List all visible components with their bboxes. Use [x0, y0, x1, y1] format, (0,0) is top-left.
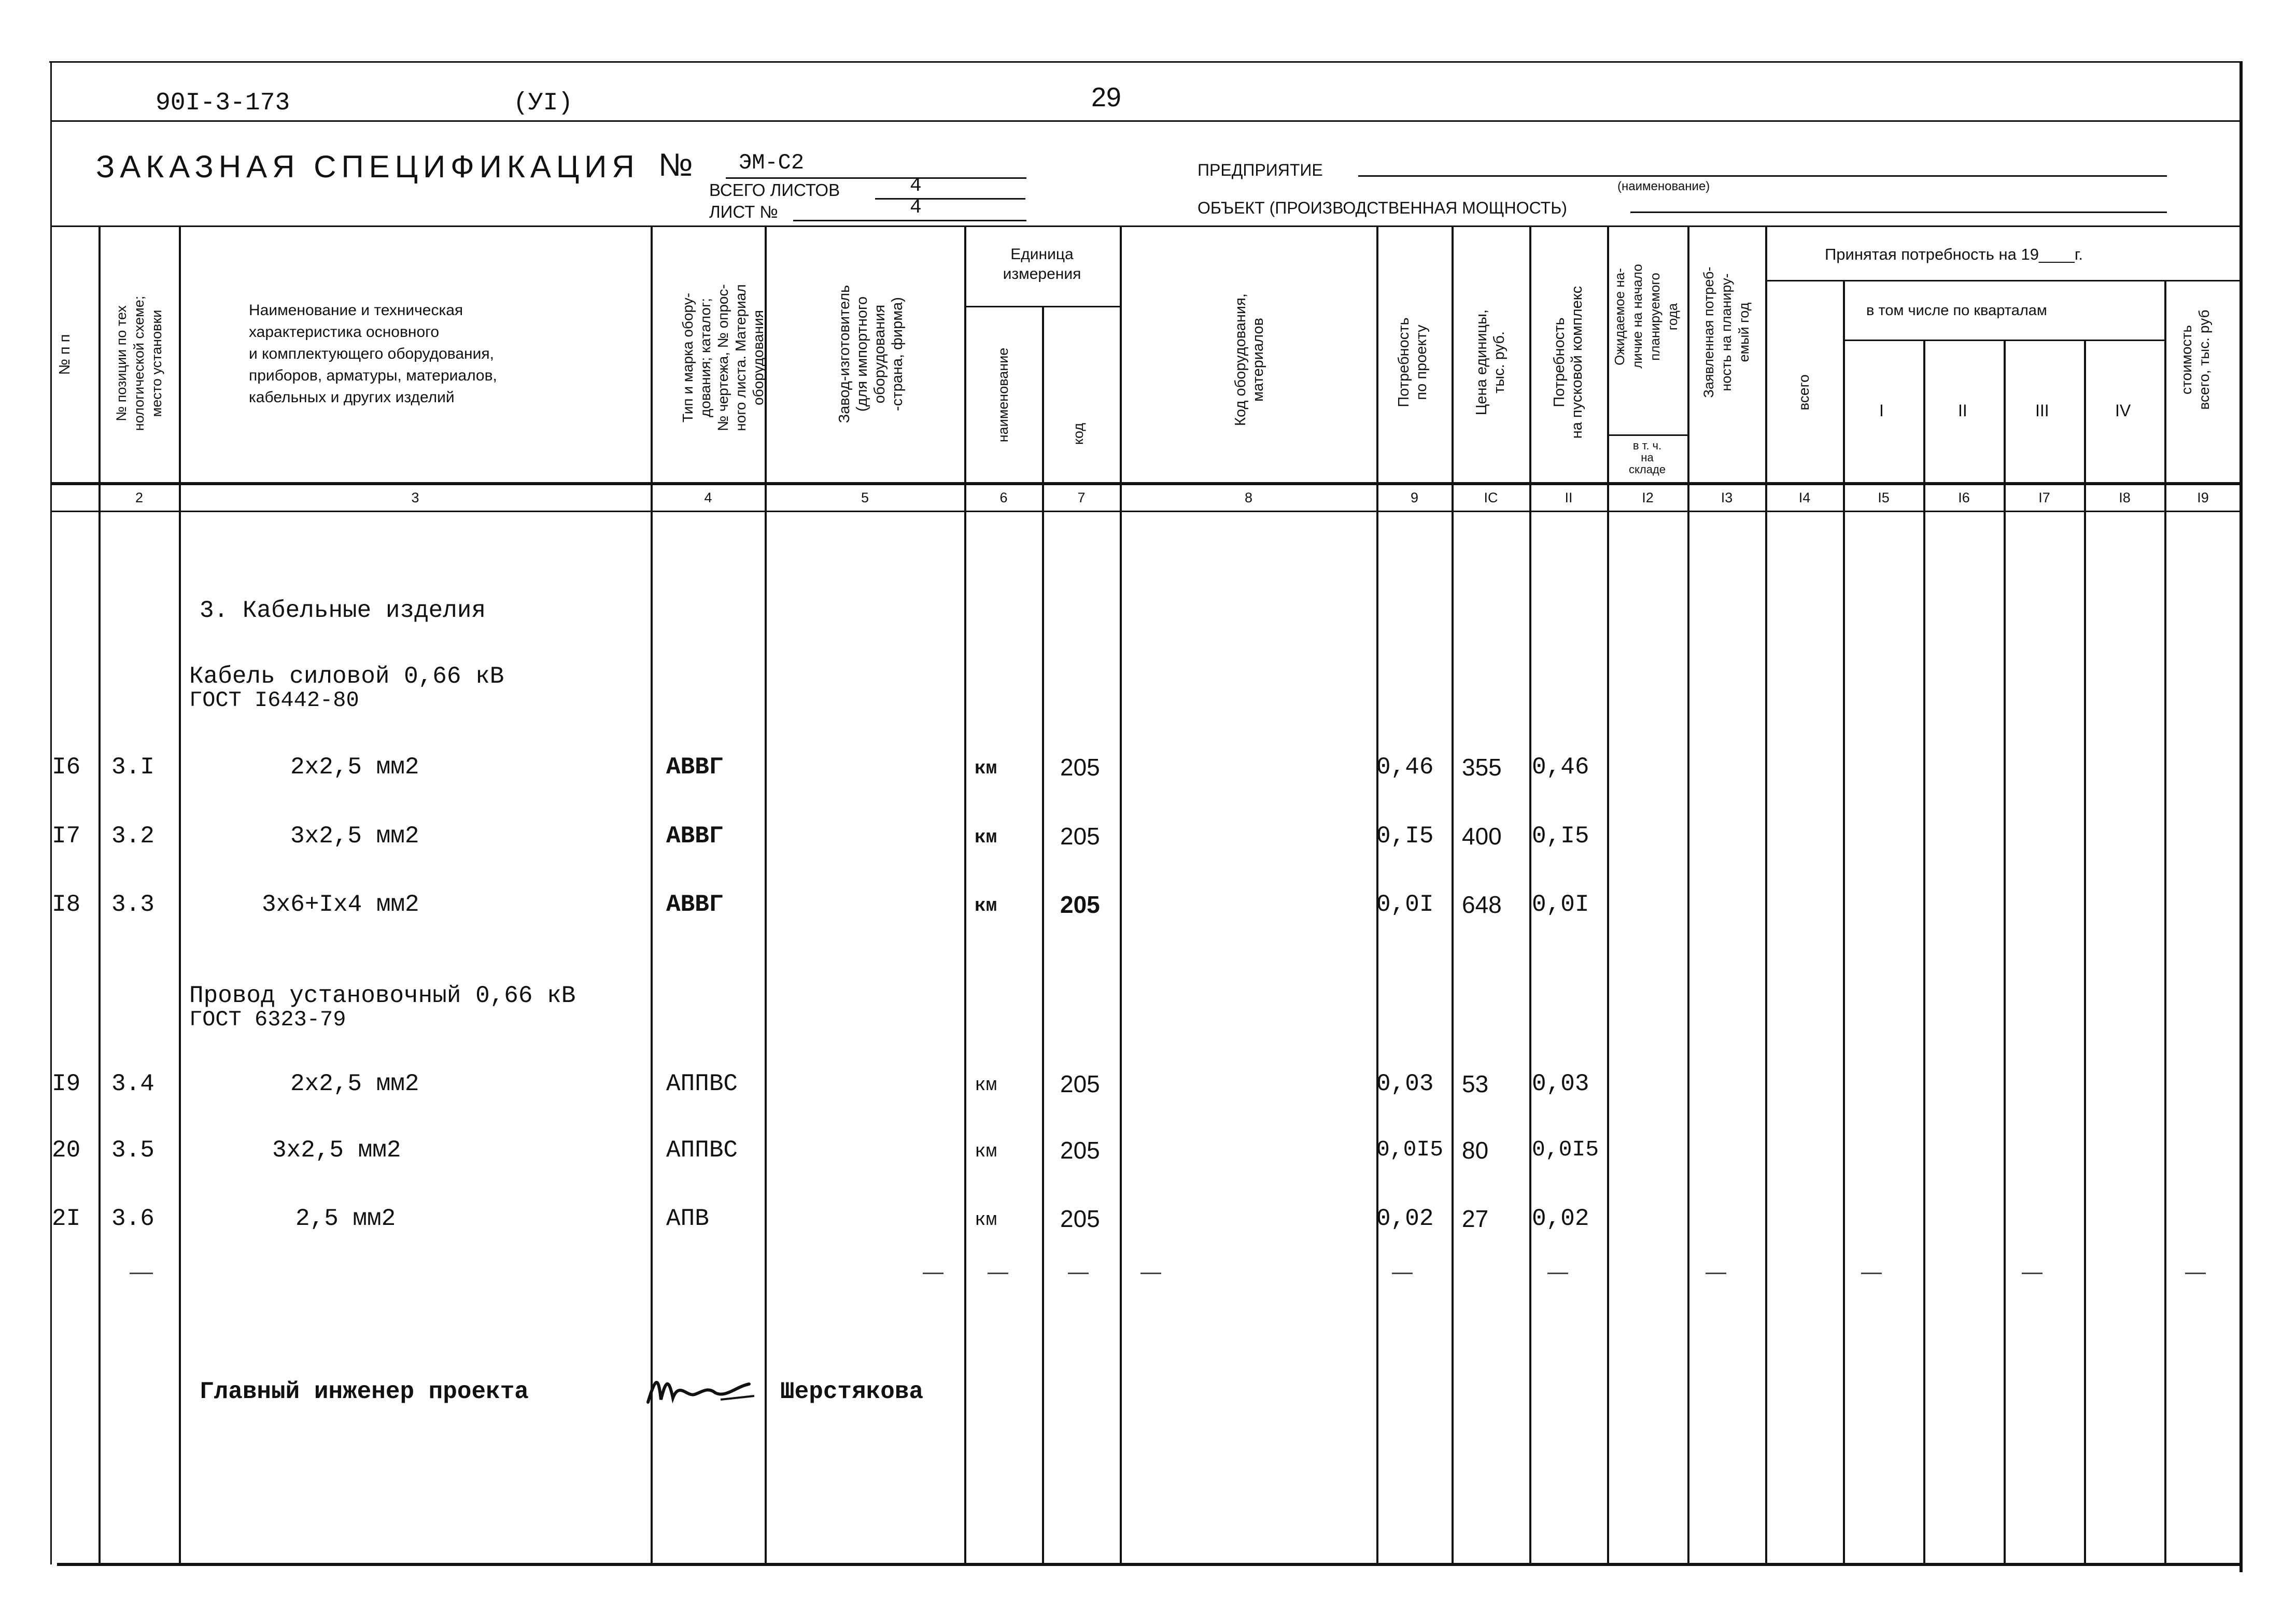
row-6-unit: км — [975, 1209, 997, 1231]
album-number: (УI) — [513, 89, 573, 117]
quarter-3: III — [2035, 401, 2049, 420]
spec-title: ЗАКАЗНАЯ СПЕЦИФИКАЦИЯ — [96, 149, 640, 184]
col-number-19: I9 — [2197, 490, 2209, 505]
col-sep-7 — [1120, 225, 1122, 1563]
col-number-14: I4 — [1798, 490, 1811, 505]
col-number-15: I5 — [1878, 490, 1890, 505]
col-number-3: 3 — [411, 490, 419, 505]
signature-mark — [643, 1366, 762, 1413]
col-header-4: Тип и марка обору- дования; каталог; № чертежа, № опрос- ного листа. Материал оборудования — [680, 284, 766, 431]
table-top-line — [50, 225, 2241, 227]
row-1-need: 0,46 — [1376, 754, 1434, 781]
accepted-group-header: Принятая потребность на 19____г. — [1825, 245, 2083, 263]
col-header-3: Наименование и техническая характеристика основного и комплектующего оборудования, приборов, арматуры, материалов, кабельных и других изделий — [249, 302, 497, 406]
total-sheets: 4 — [910, 175, 922, 197]
row-2-pos: 3.2 — [111, 823, 154, 850]
row-2-price: 400 — [1462, 823, 1502, 850]
row-3-need: 0,0I — [1376, 891, 1434, 918]
dash-mark — [923, 1273, 943, 1274]
sheet-number: 4 — [910, 196, 922, 219]
right-border — [2239, 61, 2243, 1572]
col-header-8: Код оборудования, материалов — [1232, 293, 1266, 426]
col-number-18: I8 — [2119, 490, 2131, 505]
warehouse-sub-line — [1607, 434, 1687, 436]
dash-mark — [130, 1273, 153, 1274]
col-number-10: IC — [1484, 490, 1498, 505]
col-header-11: Потребность на пусковой комплекс — [1551, 286, 1585, 439]
col-header-10: Цена единицы, тыс. руб. — [1473, 309, 1508, 416]
row-1-unit: км — [975, 758, 997, 779]
col-number-7: 7 — [1077, 490, 1086, 505]
col-header-9: Потребность по проекту — [1396, 317, 1430, 407]
top-border — [49, 61, 2242, 63]
sheet-label: ЛИСТ № — [709, 202, 778, 221]
group2-title: Провод установочный 0,66 кВ — [189, 982, 576, 1009]
row-6-name: 2,5 мм2 — [295, 1205, 396, 1232]
row-1-start: 0,46 — [1532, 754, 1589, 781]
dash-mark — [1547, 1273, 1568, 1274]
object-label: ОБЪЕКТ (ПРОИЗВОДСТВЕННАЯ МОЩНОСТЬ) — [1198, 199, 1567, 217]
col-number-5: 5 — [861, 490, 869, 505]
col-sep-11 — [1607, 225, 1609, 1563]
row-2-name: 3х2,5 мм2 — [290, 823, 419, 850]
row-3-start: 0,0I — [1532, 891, 1589, 918]
row-6-pos: 3.6 — [111, 1205, 154, 1232]
dash-mark — [2022, 1273, 2043, 1274]
left-border — [50, 61, 52, 1564]
page-number: 29 — [1091, 82, 1121, 112]
row-5-price: 80 — [1462, 1137, 1489, 1164]
dash-mark — [1861, 1273, 1882, 1274]
row-5-unit: км — [975, 1141, 997, 1162]
row-4-need: 0,03 — [1376, 1070, 1434, 1097]
unit-group-header: Единица измерения — [1003, 246, 1081, 283]
col-number-9: 9 — [1410, 490, 1419, 505]
dash-mark — [1068, 1273, 1089, 1274]
col-header-1: № п п — [57, 334, 73, 375]
row-3-pos: 3.3 — [111, 891, 154, 918]
object-underline — [1630, 211, 2167, 213]
row-2-type: АВВГ — [666, 823, 724, 850]
accepted-group-line — [1765, 280, 2241, 281]
col-sep-1 — [98, 225, 101, 1563]
row-1-type: АВВГ — [666, 754, 724, 781]
row-6-price: 27 — [1462, 1205, 1489, 1232]
col-header-14: всего — [1796, 374, 1812, 411]
quarter-2: II — [1958, 401, 1967, 420]
dash-mark — [1706, 1273, 1726, 1274]
quarters-group-header: в том числе по кварталам — [1866, 302, 2047, 319]
dash-mark — [1140, 1273, 1161, 1274]
dash-mark — [2185, 1273, 2206, 1274]
row-5-name: 3х2,5 мм2 — [272, 1137, 401, 1164]
row-2-n: I7 — [52, 823, 81, 850]
enterprise-label: ПРЕДПРИЯТИЕ — [1198, 161, 1323, 179]
enterprise-underline — [1358, 175, 2167, 177]
spec-number: ЭМ-С2 — [739, 150, 805, 175]
row-2-unit: км — [975, 827, 997, 848]
quarters-group-line — [1843, 340, 2164, 341]
number-sign: № — [658, 147, 693, 183]
col-sep-14 — [1843, 280, 1845, 1563]
col-header-7: код — [1070, 422, 1086, 445]
group2-standard: ГОСТ 6323-79 — [189, 1007, 346, 1032]
row-4-unit: км — [975, 1075, 997, 1096]
col-sep-16 — [2004, 340, 2006, 1563]
doc-code: 90I-3-173 — [156, 89, 290, 117]
row-3-price: 648 — [1462, 891, 1502, 918]
row-3-n: I8 — [52, 891, 81, 918]
col-header-6: наименование — [995, 347, 1011, 443]
row-6-type: АПВ — [666, 1205, 709, 1232]
row-1-price: 355 — [1462, 754, 1502, 781]
row-3-unit: км — [975, 895, 997, 916]
col-number-6: 6 — [999, 490, 1008, 505]
row-4-name: 2х2,5 мм2 — [290, 1070, 419, 1097]
dash-mark — [988, 1273, 1008, 1274]
row-1-name: 2х2,5 мм2 — [290, 754, 419, 781]
naming-note: (наименование) — [1617, 179, 1710, 193]
col-number-17: I7 — [2038, 490, 2050, 505]
row-6-n: 2I — [52, 1205, 81, 1232]
row-3-code: 205 — [1060, 891, 1100, 918]
col-number-12: I2 — [1642, 490, 1654, 505]
col-sep-13 — [1765, 225, 1767, 1563]
col-header-13: Заявленная потреб- ность на планиру- емый год — [1701, 266, 1752, 398]
row-3-name: 3х6+Iх4 мм2 — [262, 891, 419, 918]
row-1-code: 205 — [1060, 754, 1100, 781]
row-5-start: 0,0I5 — [1532, 1137, 1599, 1162]
quarter-1: I — [1879, 401, 1884, 420]
section-title: 3. Кабельные изделия — [200, 597, 486, 624]
col-number-16: I6 — [1958, 490, 1970, 505]
col-sep-18 — [2164, 280, 2166, 1563]
col-header-12-sub: в т. ч. на складе — [1628, 439, 1666, 476]
quarter-4: IV — [2115, 401, 2131, 420]
row-4-code: 205 — [1060, 1070, 1100, 1097]
row-4-n: I9 — [52, 1070, 81, 1097]
col-number-2: 2 — [135, 490, 144, 505]
dash-mark — [1392, 1273, 1413, 1274]
sheet-underline — [793, 220, 1026, 221]
col-sep-9 — [1452, 225, 1454, 1563]
signature-role: Главный инженер проекта — [200, 1378, 529, 1405]
spec-number-underline — [726, 177, 1026, 179]
row-6-need: 0,02 — [1376, 1205, 1434, 1232]
row-2-start: 0,I5 — [1532, 823, 1589, 850]
header-bottom-line — [50, 482, 2241, 485]
col-sep-5 — [964, 225, 966, 1563]
row-5-pos: 3.5 — [111, 1137, 154, 1164]
col-sep-17 — [2084, 340, 2086, 1563]
col-sep-12 — [1687, 225, 1689, 1563]
total-sheets-underline — [875, 198, 1025, 200]
total-sheets-label: ВСЕГО ЛИСТОВ — [709, 180, 840, 200]
row-5-n: 20 — [52, 1137, 81, 1164]
col-number-8: 8 — [1244, 490, 1253, 505]
col-header-5: Завод-изготовитель (для импортного оборудования -страна, фирма) — [836, 285, 906, 424]
row-2-code: 205 — [1060, 823, 1100, 850]
col-number-4: 4 — [704, 490, 712, 505]
group1-standard: ГОСТ I6442-80 — [189, 688, 359, 713]
col-header-12: Ожидаемое на- личие на начало планируемого года — [1612, 264, 1680, 369]
col-header-19: стоимость всего, тыс. руб — [2178, 309, 2212, 410]
col-sep-10 — [1529, 225, 1531, 1563]
row-5-type: АППВС — [666, 1137, 738, 1164]
row-5-code: 205 — [1060, 1137, 1100, 1164]
header-divider — [50, 120, 2241, 122]
group1-title: Кабель силовой 0,66 кВ — [189, 663, 504, 690]
col-number-11: II — [1565, 490, 1573, 505]
signature-name: Шерстякова — [780, 1378, 924, 1405]
row-4-start: 0,03 — [1532, 1070, 1589, 1097]
row-5-need: 0,0I5 — [1376, 1137, 1444, 1162]
numbers-bottom-line — [50, 511, 2241, 512]
col-number-13: I3 — [1721, 490, 1733, 505]
row-1-n: I6 — [52, 754, 81, 781]
row-2-need: 0,I5 — [1376, 823, 1434, 850]
row-4-price: 53 — [1462, 1070, 1489, 1097]
row-4-type: АППВС — [666, 1070, 738, 1097]
row-6-code: 205 — [1060, 1205, 1100, 1232]
row-6-start: 0,02 — [1532, 1205, 1589, 1232]
row-4-pos: 3.4 — [111, 1070, 154, 1097]
unit-group-line — [964, 306, 1120, 307]
col-sep-3 — [651, 225, 653, 1563]
table-bottom-line — [57, 1563, 2242, 1566]
col-header-2: № позиции по тех нологической схеме; место установки — [114, 295, 164, 431]
row-1-pos: 3.I — [111, 754, 154, 781]
col-sep-2 — [179, 225, 181, 1563]
col-sep-15 — [1923, 340, 1925, 1563]
row-3-type: АВВГ — [666, 891, 724, 918]
